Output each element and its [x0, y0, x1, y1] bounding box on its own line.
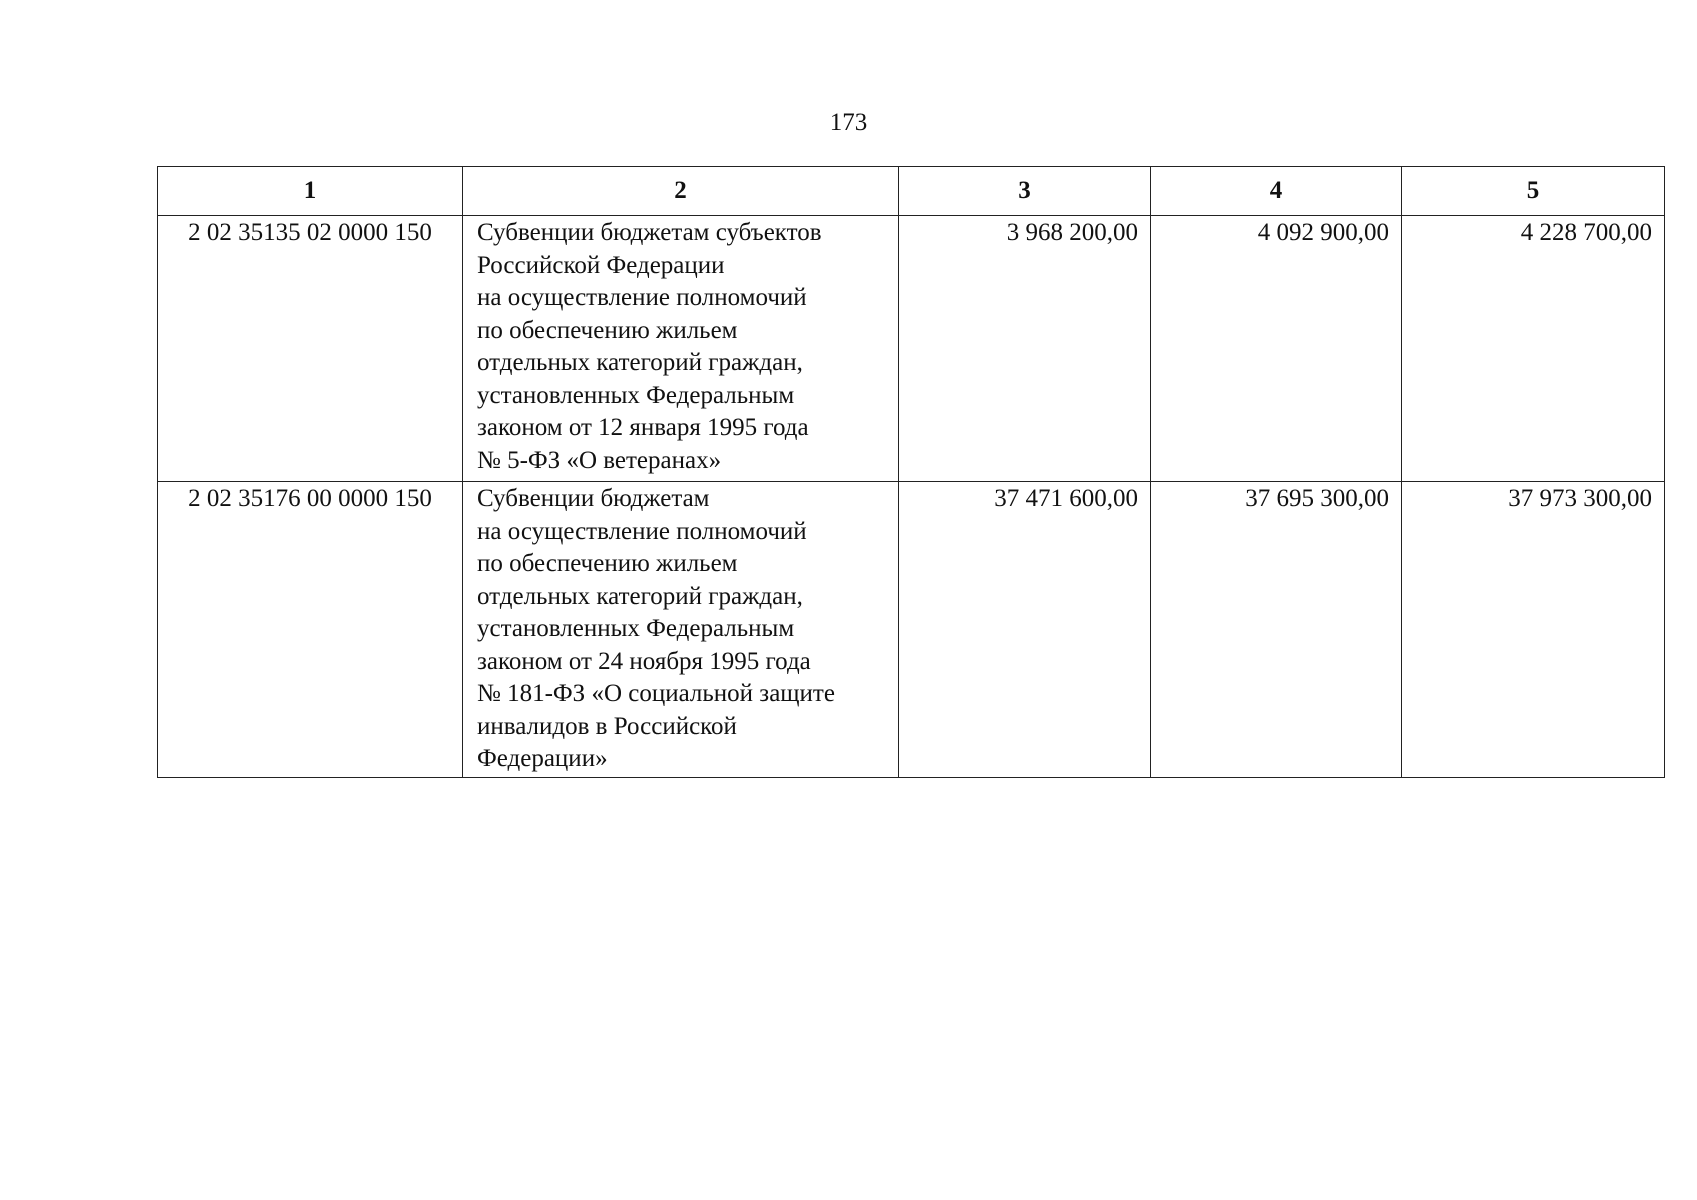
- column-header-5: 5: [1402, 167, 1665, 216]
- amount-cell-year-1: 3 968 200,00: [899, 216, 1151, 482]
- budget-code-cell: 2 02 35135 02 0000 150: [158, 216, 463, 482]
- budget-code-cell: 2 02 35176 00 0000 150: [158, 482, 463, 778]
- column-header-4: 4: [1151, 167, 1402, 216]
- table-header-row: [158, 167, 1665, 216]
- amount-cell-year-2: 4 092 900,00: [1151, 216, 1402, 482]
- amount-cell-year-3: 37 973 300,00: [1402, 482, 1665, 778]
- budget-table: [157, 166, 1665, 778]
- column-header-2: 2: [463, 167, 899, 216]
- description-cell: Субвенции бюджетам на осуществление полномочий по обеспечению жильем отдельных категорий граждан, установленных Федеральным законом от 24 ноября 1995 года № 181-ФЗ «О социальной защите инвалидов в Российской Федерации»: [463, 482, 899, 778]
- table-row: [158, 482, 1665, 778]
- amount-cell-year-1: 37 471 600,00: [899, 482, 1151, 778]
- table-row: [158, 216, 1665, 482]
- column-header-3: 3: [899, 167, 1151, 216]
- amount-cell-year-3: 4 228 700,00: [1402, 216, 1665, 482]
- description-cell: Субвенции бюджетам субъектов Российской Федерации на осуществление полномочий по обеспечению жильем отдельных категорий граждан, установленных Федеральным законом от 12 января 1995 года № 5-ФЗ «О ветеранах»: [463, 216, 899, 482]
- page-number: 173: [829, 109, 868, 136]
- column-header-1: 1: [158, 167, 463, 216]
- amount-cell-year-2: 37 695 300,00: [1151, 482, 1402, 778]
